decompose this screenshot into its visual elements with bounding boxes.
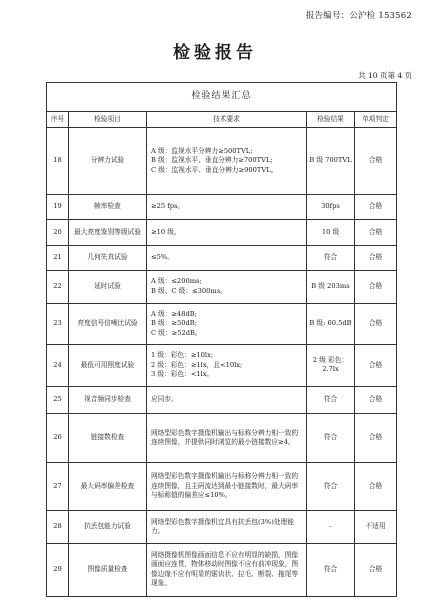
requirement-line: 网络型彩色数字摄像机输出与标称分辨力相一致的连续图像，且主码流达到最小链接数时，最大码率与标称值的偏差应≤10%。 [151, 472, 299, 500]
requirement-line: ≥25 fps。 [151, 202, 185, 211]
row-result: 符合 [307, 462, 355, 511]
row-item: 延时试验 [69, 271, 147, 303]
results-table [46, 82, 397, 597]
row-number: 27 [47, 462, 69, 511]
row-result: 符合 [307, 245, 355, 270]
table-row [47, 543, 397, 596]
table-row [47, 128, 397, 195]
row-requirement [147, 271, 307, 303]
row-number: 26 [47, 414, 69, 463]
row-requirement [147, 303, 307, 345]
row-verdict: 合格 [355, 543, 397, 596]
row-result: 符合 [307, 414, 355, 463]
row-number: 29 [47, 543, 69, 596]
requirement-line: B 级：≥50dB; [151, 319, 197, 328]
requirement-line: 网络摄像机图像画面信息不应有明显的缺损，图像画面应连贯，物体移动时图像不应有前冲现象，图像边缘不应有明显的锯齿状、拉毛、断裂、拖尾等现象。 [151, 550, 299, 588]
requirement-line: 网络型彩色数字摄像机输出与标称分辨力相一致的连续图像，并提供同时浏览的最小链接数应≥4。 [151, 428, 299, 447]
row-item: 视音频同步检查 [69, 386, 147, 414]
requirement-line: 网络型彩色数字摄像机宜具有抗丢包(3%)处理能力。 [151, 517, 294, 536]
requirement-line: 应同步。 [151, 395, 178, 404]
table-row [47, 271, 397, 303]
table-row [47, 511, 397, 543]
row-result: B 级 700TVL [307, 128, 355, 195]
requirement-line: B 级、C 级：≤300ms。 [151, 286, 227, 295]
col-header-verdict: 单项判定 [355, 112, 397, 128]
table-body [47, 128, 397, 597]
summary-title: 检验结果汇总 [47, 83, 397, 112]
requirement-line: ≥10 级。 [151, 227, 181, 236]
row-result: B 级: 60.5dB [307, 303, 355, 345]
requirement-line: 3 级：彩色：<1lx。 [151, 370, 214, 379]
row-item: 链接数检查 [69, 414, 147, 463]
row-requirement [147, 245, 307, 270]
row-number: 21 [47, 245, 69, 270]
row-item: 最大亮度鉴别等级试验 [69, 220, 147, 245]
table-row [47, 195, 397, 220]
table-row [47, 245, 397, 270]
report-number: 报告编号：公沪检 153562 [305, 11, 412, 21]
row-verdict: 不适用 [355, 511, 397, 543]
row-requirement [147, 543, 307, 596]
row-item: 分辨力试验 [69, 128, 147, 195]
table-row [47, 220, 397, 245]
requirement-line: C 级：监视水平、垂直分辨力≥900TVL。 [151, 165, 278, 174]
table-row [47, 414, 397, 463]
row-verdict: 合格 [355, 303, 397, 345]
row-requirement [147, 414, 307, 463]
row-item: 亮度信号信噪比试验 [69, 303, 147, 345]
col-header-no: 序号 [47, 112, 69, 128]
row-verdict: 合格 [355, 128, 397, 195]
row-verdict: 合格 [355, 220, 397, 245]
col-header-requirement: 技术要求 [147, 112, 307, 128]
table-row [47, 386, 397, 414]
col-header-result: 检验结果 [307, 112, 355, 128]
row-result: 2 级 彩色：2.7lx [307, 345, 355, 387]
row-verdict: 合格 [355, 245, 397, 270]
row-item: 图像质量检查 [69, 543, 147, 596]
row-verdict: 合格 [355, 345, 397, 387]
row-requirement [147, 462, 307, 511]
row-verdict: 合格 [355, 414, 397, 463]
row-result: 符合 [307, 386, 355, 414]
row-verdict: 合格 [355, 462, 397, 511]
row-result: - [307, 511, 355, 543]
requirement-line: A 级：监视水平分辨力≥500TVL; [151, 146, 253, 155]
row-item: 最大码率偏差检查 [69, 462, 147, 511]
row-requirement [147, 345, 307, 387]
requirement-line: C 级：≥52dB。 [151, 328, 202, 337]
requirement-line: B 级：监视水平、垂直分辨力≥700TVL; [151, 156, 273, 165]
row-result: 10 级 [307, 220, 355, 245]
row-item: 帧率检查 [69, 195, 147, 220]
table-row [47, 303, 397, 345]
table-row [47, 345, 397, 387]
requirement-line: A 级：≥48dB; [151, 309, 197, 318]
row-verdict: 合格 [355, 271, 397, 303]
page-info: 共 10 页第 4 页 [358, 71, 412, 80]
requirement-line: 2 级：彩色：≥1lx，且<10lx; [151, 360, 243, 369]
results-table-wrapper [46, 82, 396, 597]
row-result: 30fps [307, 195, 355, 220]
row-item: 最低可用照度试验 [69, 345, 147, 387]
row-number: 18 [47, 128, 69, 195]
row-requirement [147, 511, 307, 543]
row-item: 抗丢包能力试验 [69, 511, 147, 543]
document-title: 检验报告 [173, 43, 257, 63]
row-verdict: 合格 [355, 386, 397, 414]
row-item: 几何失真试验 [69, 245, 147, 270]
row-requirement [147, 128, 307, 195]
row-number: 25 [47, 386, 69, 414]
row-number: 24 [47, 345, 69, 387]
table-row [47, 462, 397, 511]
row-requirement [147, 220, 307, 245]
row-requirement [147, 386, 307, 414]
requirement-line: A 级：≤200ms; [151, 277, 202, 286]
row-number: 28 [47, 511, 69, 543]
row-result: B 级 203ms [307, 271, 355, 303]
row-number: 19 [47, 195, 69, 220]
requirement-line: 1 级：彩色：≥10lx; [151, 351, 214, 360]
row-number: 22 [47, 271, 69, 303]
col-header-item: 检验项目 [69, 112, 147, 128]
row-requirement [147, 195, 307, 220]
row-number: 23 [47, 303, 69, 345]
row-number: 20 [47, 220, 69, 245]
row-result: 符合 [307, 543, 355, 596]
requirement-line: ≤5%。 [151, 253, 174, 262]
row-verdict: 合格 [355, 195, 397, 220]
